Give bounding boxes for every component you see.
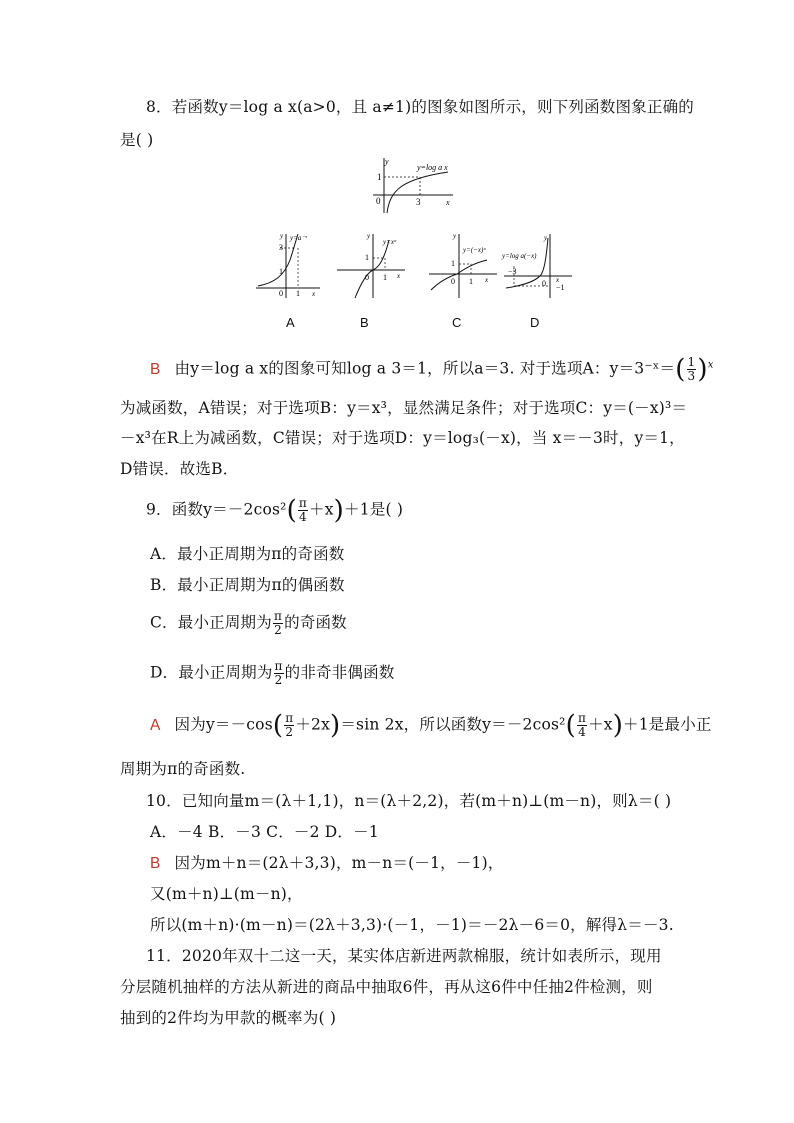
svg-text:x: x xyxy=(312,290,316,298)
q10-solution-line2: 又(m＋n)⊥(m－n)， xyxy=(150,885,303,903)
svg-text:3: 3 xyxy=(416,197,421,207)
q9-option-c: C．最小正周期为 $\frac{\pi}{2}$ 的奇函数 xyxy=(150,609,347,637)
q9-solution-line1: A 因为y＝－cos( $\frac{\pi}{2}$ ＋2x)＝sin 2x，所以函数y＝－2cos²( $\frac{\pi}{4}$ ＋x)＋1是最小正 xyxy=(150,710,712,741)
q8-graph-c xyxy=(427,230,502,300)
svg-text:0: 0 xyxy=(365,273,369,282)
q11-stem-line1: 11．2020年双十二这一天，某实体店新进两款棉服，统计如表所示，现用 xyxy=(146,947,662,965)
q8-stem-line2: 是( ) xyxy=(120,131,154,149)
svg-text:x: x xyxy=(485,276,489,284)
q9-solution-line2: 周期为π的奇函数. xyxy=(120,760,246,778)
svg-text:x: x xyxy=(446,198,450,207)
q8-answer-letter: B xyxy=(150,360,161,378)
svg-text:0: 0 xyxy=(451,277,455,286)
q8-solution-text1: 由y＝log a x的图象可知log a 3＝1，所以a＝3. 对于选项A：y＝3⁻ˣ＝ xyxy=(174,359,676,378)
q8-graph-c-label: y=(−x)ᵃ xyxy=(463,246,487,254)
q8-graph-a-label: y=a⁻ˣ xyxy=(290,234,308,242)
q8-graph-b-label: y=xᵃ xyxy=(383,238,397,246)
q8-main-graph xyxy=(368,155,458,215)
q9-stem-fraction: $\frac{\pi}{4}$ xyxy=(298,496,307,524)
svg-text:0: 0 xyxy=(279,289,283,298)
q11-stem-line2: 分层随机抽样的方法从新进的商品中抽取6件，再从这6件中任抽2件检测，则 xyxy=(120,978,653,996)
svg-text:y: y xyxy=(280,232,284,240)
svg-text:0: 0 xyxy=(542,279,546,288)
svg-text:1: 1 xyxy=(469,277,473,286)
q8-solution-fraction: $\frac{1}{3}$ xyxy=(687,355,696,383)
svg-text:y: y xyxy=(385,157,389,166)
q8-graph-d-label: y=log a(−x) xyxy=(502,252,537,260)
q9-answer-letter: A xyxy=(150,716,161,734)
q9-option-b: B．最小正周期为π的偶函数 xyxy=(150,576,345,594)
q10-solution-line3: 所以(m＋n)·(m－n)＝(2λ＋3,3)·(－1，－1)＝－2λ－6＝0，解得λ＝－3. xyxy=(150,916,674,934)
svg-text:1: 1 xyxy=(296,289,300,298)
svg-text:1: 1 xyxy=(377,172,382,182)
svg-text:−3: −3 xyxy=(508,267,517,276)
q8-stem-line1: 8．若函数y＝log a x(a>0，且 a≠1)的图象如图所示，则下列函数图象正确的 xyxy=(146,98,694,116)
q8-solution-line1: B 由y＝log a x的图象可知log a 3＝1，所以a＝3. 对于选项A：y＝3⁻ˣ＝( $\frac{1}{3}$ )$^x$ xyxy=(150,354,714,385)
svg-text:y: y xyxy=(367,232,371,240)
q9-option-a: A．最小正周期为π的奇函数 xyxy=(150,545,345,563)
q9-stem: 9．函数y＝－2cos²( $\frac{\pi}{4}$ ＋x)＋1是( ) xyxy=(146,495,404,526)
q8-main-graph-label: y=log a x xyxy=(417,163,448,172)
svg-text:x: x xyxy=(397,272,401,280)
svg-text:y: y xyxy=(544,234,548,242)
q10-options: A．－4 B．－3 C．－2 D．－1 xyxy=(150,823,379,841)
q10-stem: 10．已知向量m＝(λ＋1,1)，n＝(λ＋2,2)，若(m＋n)⊥(m－n)，则λ＝( ) xyxy=(146,792,672,810)
q8-graph-d xyxy=(500,230,580,300)
svg-text:1: 1 xyxy=(383,273,387,282)
svg-text:−1: −1 xyxy=(556,283,565,292)
q8-solution-line4: D错误．故选B． xyxy=(120,460,239,478)
q11-stem-line3: 抽到的2件均为甲款的概率为( ) xyxy=(120,1009,337,1027)
q10-solution-line1: B 因为m＋n＝(2λ＋3,3)，m－n＝(－1，－1)， xyxy=(150,854,504,872)
q8-graph-b-caption: B xyxy=(360,315,369,330)
svg-text:1: 1 xyxy=(451,259,455,268)
q9-option-d: D．最小正周期为 $\frac{\pi}{2}$ 的非奇非偶函数 xyxy=(150,659,395,687)
q8-graph-b xyxy=(335,230,410,300)
q8-graph-d-caption: D xyxy=(530,315,540,330)
q8-graph-c-caption: C xyxy=(452,315,462,330)
q10-answer-letter: B xyxy=(150,855,161,872)
svg-text:1: 1 xyxy=(279,267,283,276)
svg-text:y: y xyxy=(453,232,457,240)
svg-text:1: 1 xyxy=(365,253,369,262)
q8-graph-a-caption: A xyxy=(286,315,295,330)
q8-solution-line2: 为减函数，A错误；对于选项B：y＝x³，显然满足条件；对于选项C：y＝(－x)³＝ xyxy=(120,399,688,417)
svg-text:0: 0 xyxy=(376,196,381,206)
svg-text:x: x xyxy=(556,276,560,284)
q8-graph-a xyxy=(254,230,324,300)
q8-solution-line3: －x³在R上为减函数，C错误；对于选项D：y＝log₃(－x)，当 x＝－3时，y＝1， xyxy=(120,429,685,447)
svg-text:3: 3 xyxy=(279,243,283,252)
